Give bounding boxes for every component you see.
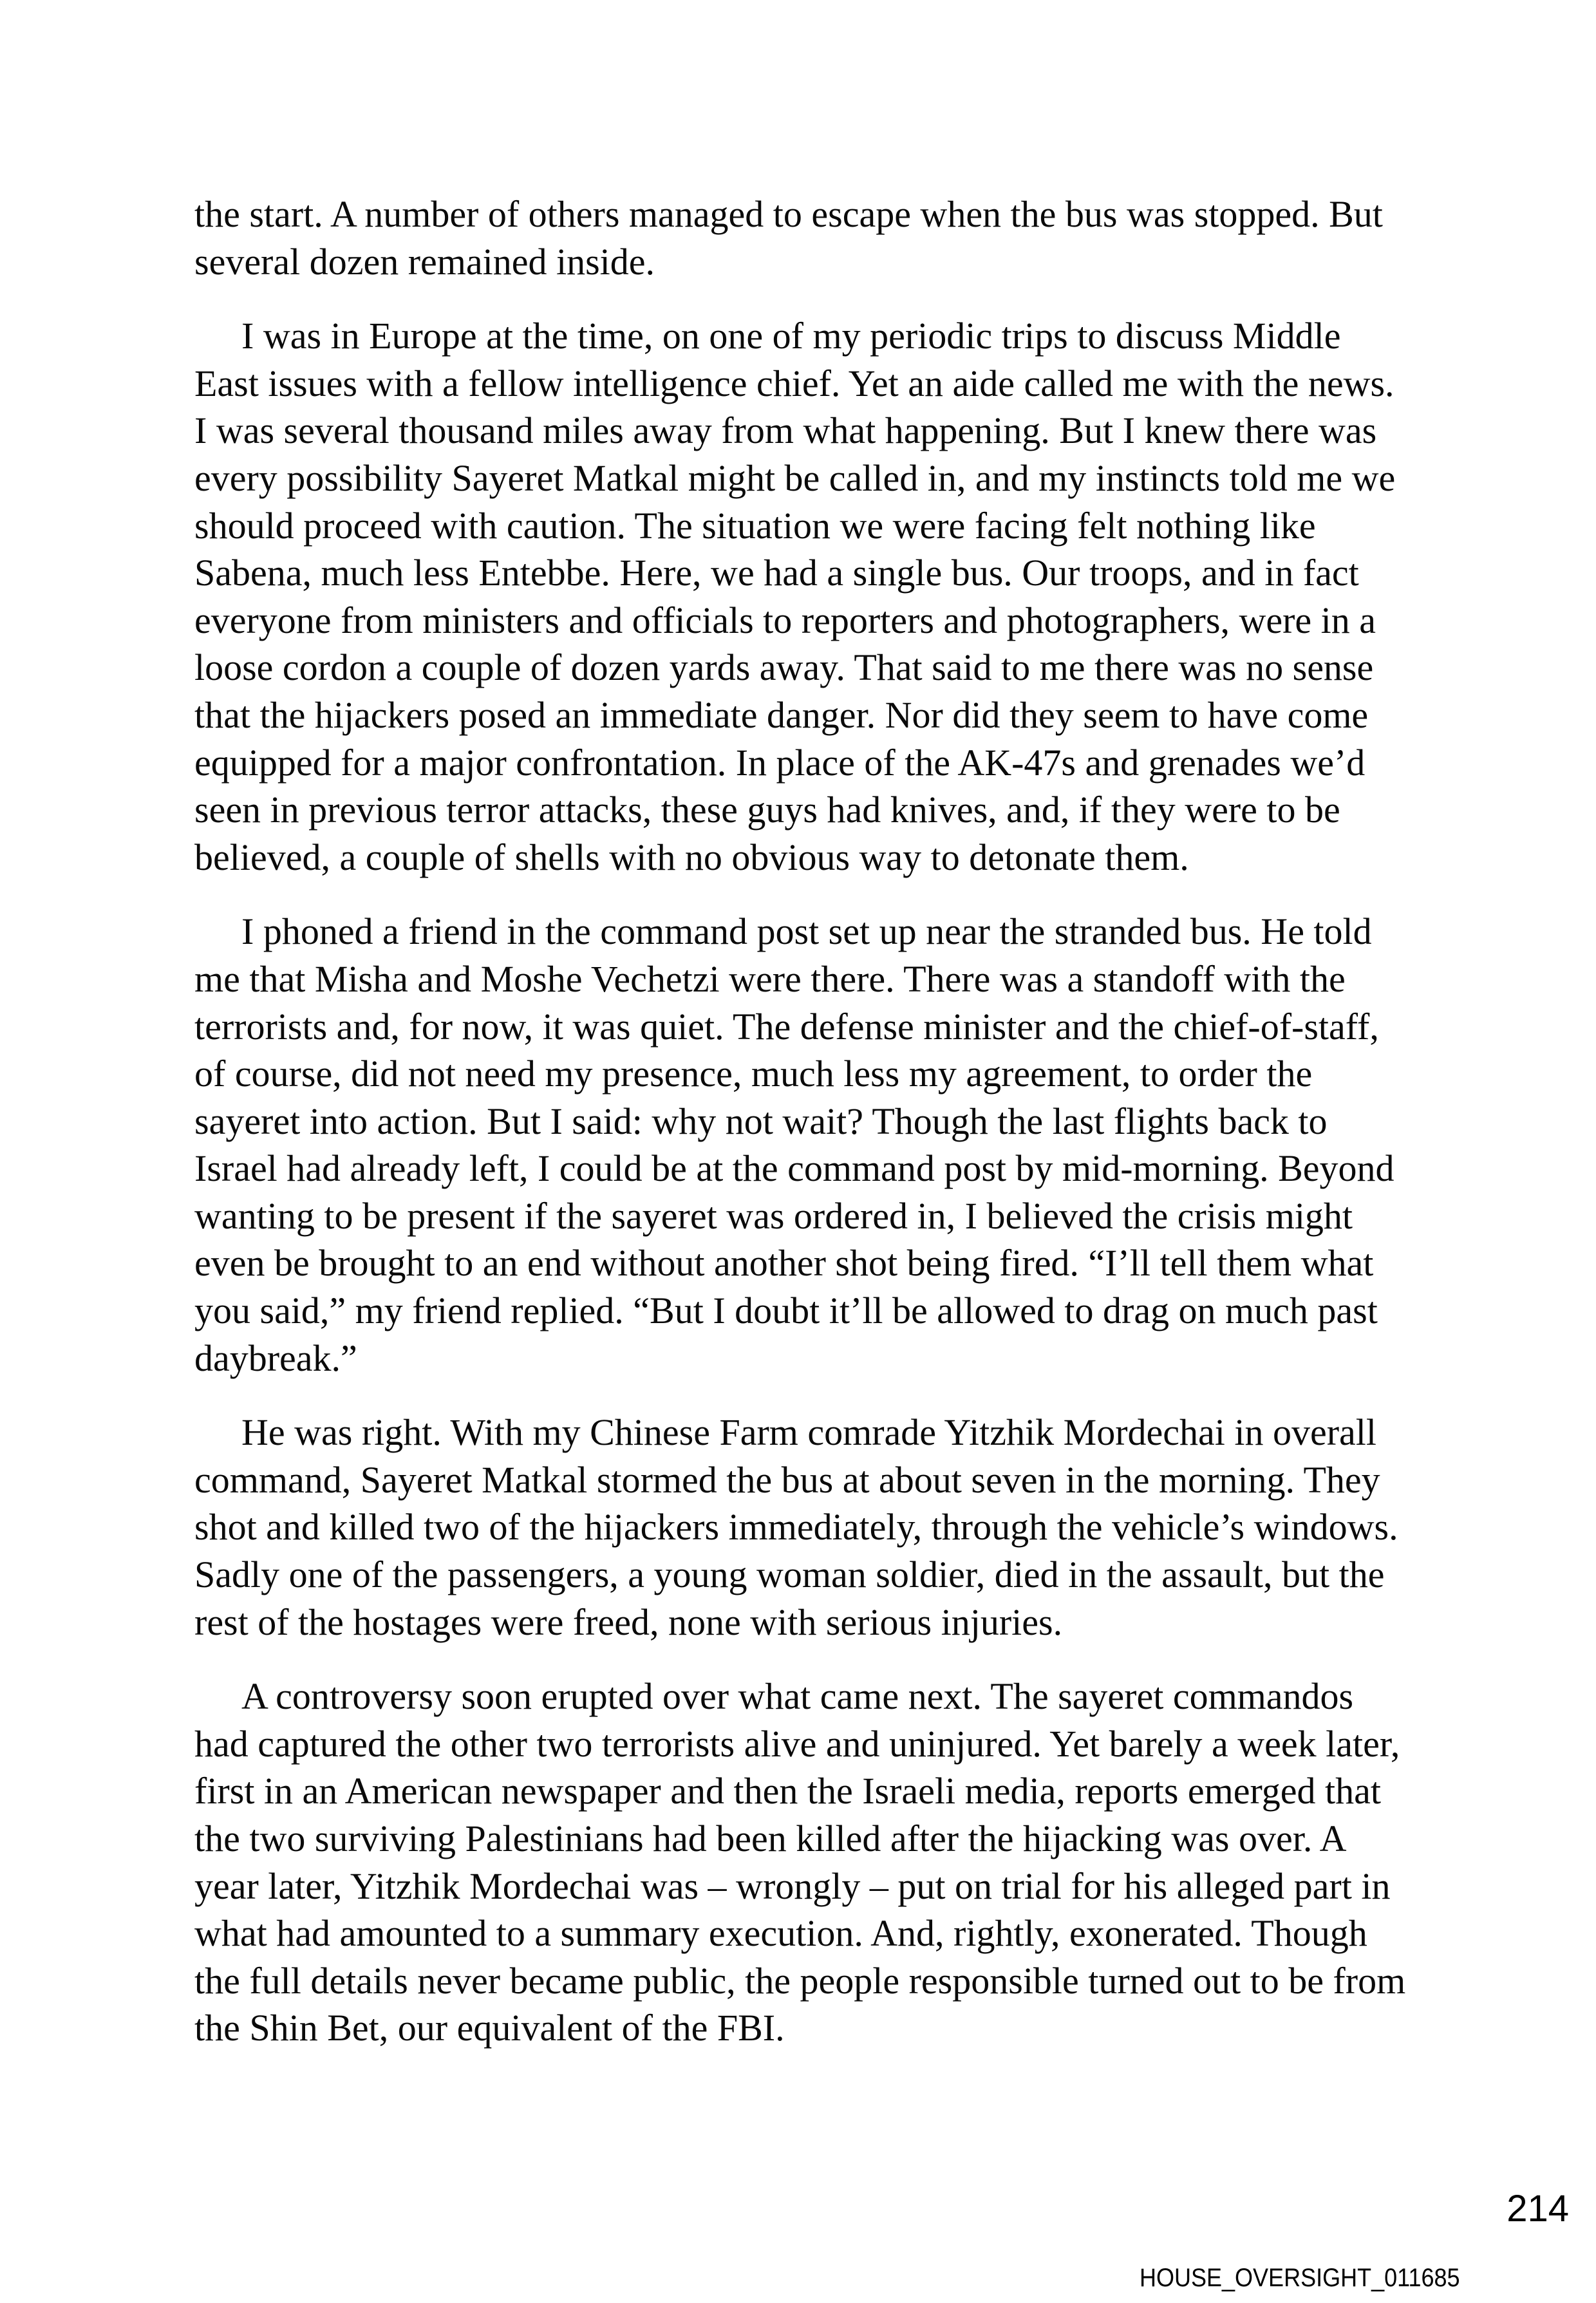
text-line: terrorists and, for now, it was quiet. The defense minister and the chief-of-staff, (194, 1005, 1379, 1048)
text-line: equipped for a major confrontation. In place of the AK-47s and grenades we’d (194, 741, 1366, 784)
text-line: the start. A number of others managed to escape when the bus was stopped. But (194, 193, 1383, 235)
text-line: several dozen remained inside. (194, 240, 655, 283)
text-line: what had amounted to a summary execution. And, rightly, exonerated. Though (194, 1912, 1367, 1955)
text-line: everyone from ministers and officials to reporters and photographers, were in a (194, 599, 1376, 641)
text-line: He was right. With my Chinese Farm comrade Yitzhik Mordechai in overall (241, 1411, 1377, 1454)
text-line: the Shin Bet, our equivalent of the FBI. (194, 2007, 785, 2049)
paragraph (194, 1673, 1418, 2052)
text-line: the two surviving Palestinians had been killed after the hijacking was over. A (194, 1818, 1347, 1859)
bates-number: HOUSE_OVERSIGHT_011685 (1140, 2264, 1460, 2292)
text-line: sayeret into action. But I said: why not wait? Though the last flights back to (194, 1100, 1328, 1142)
text-line: loose cordon a couple of dozen yards away. That said to me there was no sense (194, 646, 1374, 689)
text-line: that the hijackers posed an immediate danger. Nor did they seem to have come (194, 693, 1369, 736)
text-line: of course, did not need my presence, much less my agreement, to order the (194, 1053, 1313, 1095)
text-line: Sadly one of the passengers, a young woman soldier, died in the assault, but the (194, 1554, 1385, 1596)
text-line: Sabena, much less Entebbe. Here, we had a single bus. Our troops, and in fact (194, 552, 1359, 594)
text-line: year later, Yitzhik Mordechai was – wrongly – put on trial for his alleged part in (194, 1865, 1391, 1907)
paragraph (194, 1409, 1418, 1646)
text-line: first in an American newspaper and then the Israeli media, reports emerged that (194, 1770, 1381, 1812)
paragraph (194, 908, 1418, 1382)
text-line: me that Misha and Moshe Vechetzi were there. There was a standoff with the (194, 957, 1346, 1000)
text-line: command, Sayeret Matkal stormed the bus at about seven in the morning. They (194, 1458, 1380, 1501)
text-line: the full details never became public, the people responsible turned out to be from (194, 1959, 1406, 2002)
text-line: rest of the hostages were freed, none with serious injuries. (194, 1601, 1063, 1643)
text-line: Israel had already left, I could be at the command post by mid-morning. Beyond (194, 1147, 1394, 1190)
text-line: I was in Europe at the time, on one of my periodic trips to discuss Middle (241, 315, 1341, 357)
text-line: seen in previous terror attacks, these guys had knives, and, if they were to be (194, 789, 1340, 831)
text-line: East issues with a fellow intelligence chief. Yet an aide called me with the news. (194, 362, 1394, 404)
page-number: 214 (1507, 2188, 1569, 2230)
text-line: even be brought to an end without another shot being fired. “I’ll tell them what (194, 1242, 1374, 1284)
text-line: believed, a couple of shells with no obvious way to detonate them. (194, 836, 1189, 878)
body-text (194, 191, 1418, 2079)
text-line: should proceed with caution. The situation we were facing felt nothing like (194, 504, 1316, 547)
text-line: every possibility Sayeret Matkal might be called in, and my instincts told me we (194, 456, 1396, 499)
paragraph (194, 312, 1418, 881)
text-line: daybreak.” (194, 1337, 357, 1379)
text-line: I was several thousand miles away from what happening. But I knew there was (194, 409, 1377, 452)
paragraph (194, 191, 1418, 285)
text-line: I phoned a friend in the command post set up near the stranded bus. He told (241, 910, 1372, 953)
text-line: wanting to be present if the sayeret was ordered in, I believed the crisis might (194, 1194, 1353, 1237)
text-line: you said,” my friend replied. “But I doubt it’ll be allowed to drag on much past (194, 1290, 1378, 1332)
text-line: shot and killed two of the hijackers immediately, through the vehicle’s windows. (194, 1506, 1398, 1548)
text-line: had captured the other two terrorists alive and uninjured. Yet barely a week later, (194, 1722, 1400, 1765)
text-line: A controversy soon erupted over what came next. The sayeret commandos (241, 1675, 1354, 1718)
